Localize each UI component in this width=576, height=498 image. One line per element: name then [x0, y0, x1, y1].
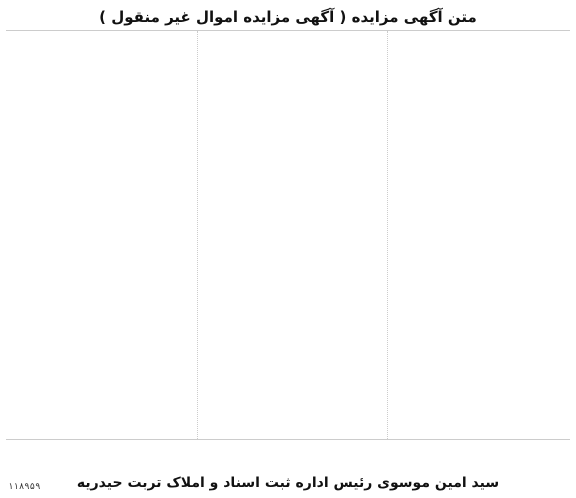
notice-column-right [387, 31, 570, 439]
title-sub: ( آگهی مزایده اموال غیر منقول ) [99, 8, 347, 26]
notice-column-middle [197, 31, 380, 439]
notice-title [6, 8, 570, 26]
signature-line: سید امین موسوی رئیس اداره ثبت اسناد و املاک تربت حیدریه [76, 475, 500, 491]
title-main: متن آگهی مزایده [351, 8, 477, 26]
notice-code: ۱۱۸۹۵۹ [8, 482, 41, 492]
notice-column-left [6, 31, 189, 439]
notice-body [6, 30, 570, 440]
